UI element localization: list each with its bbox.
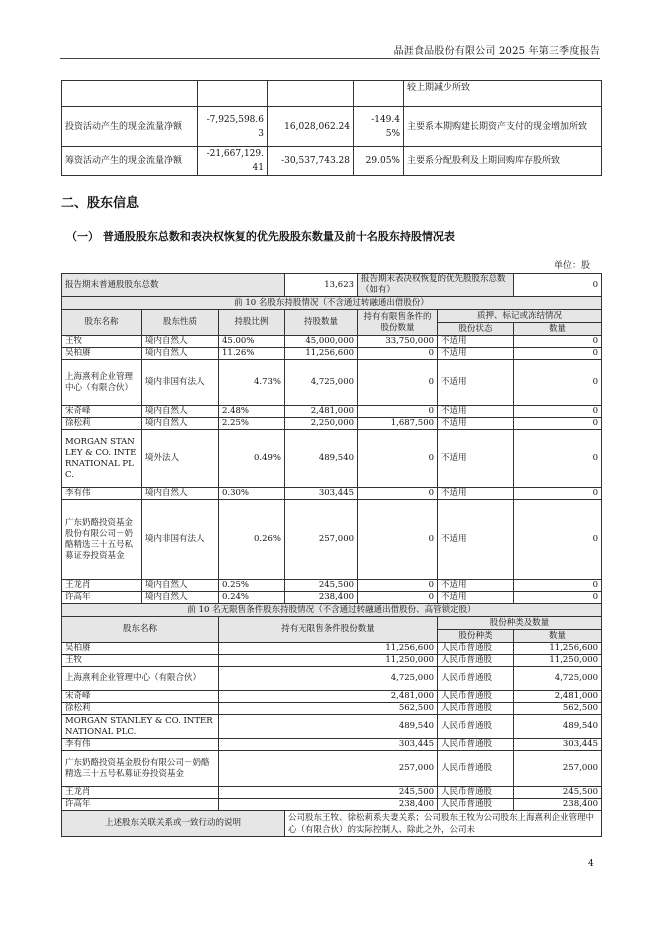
holder-status: 不适用 bbox=[438, 336, 514, 348]
holder-ratio: 45.00% bbox=[219, 336, 285, 348]
cashflow-change bbox=[354, 81, 404, 107]
u-holder-name: 许高年 bbox=[62, 799, 219, 811]
u-holder-type: 人民币普通股 bbox=[438, 643, 514, 655]
table-row bbox=[62, 580, 602, 592]
u-holder-type: 人民币普通股 bbox=[438, 703, 514, 715]
holder-name: 宋奇峰 bbox=[62, 406, 142, 418]
table-row bbox=[62, 715, 602, 739]
cashflow-prior: 16,028,062.24 bbox=[268, 107, 354, 147]
summary-row bbox=[62, 274, 602, 297]
holder-name: 广东奶酪投资基金股份有限公司－奶酪精选三十五号私募证券投资基金 bbox=[62, 500, 142, 580]
table-row bbox=[62, 107, 602, 147]
holder-restricted: 0 bbox=[358, 348, 438, 360]
holder-status: 不适用 bbox=[438, 418, 514, 430]
table-row bbox=[62, 418, 602, 430]
u-holder-shares: 2,481,000 bbox=[219, 691, 438, 703]
cashflow-prior bbox=[268, 81, 354, 107]
holder-quantity: 0 bbox=[514, 418, 602, 430]
holder-nature: 境内自然人 bbox=[142, 348, 219, 360]
table-row bbox=[62, 81, 602, 107]
u-holder-type: 人民币普通股 bbox=[438, 751, 514, 787]
u-holder-shares: 562,500 bbox=[219, 703, 438, 715]
relation-text: 公司股东王牧、徐松莉系夫妻关系；公司股东王牧为公司股东上海熹利企业管理中心（有限合伙）的实际控制人、除此之外，公司未 bbox=[285, 811, 602, 837]
holder-restricted: 0 bbox=[358, 360, 438, 406]
holder-quantity: 0 bbox=[514, 500, 602, 580]
holder-shares: 4,725,000 bbox=[285, 360, 358, 406]
u-holder-shares: 303,445 bbox=[219, 739, 438, 751]
u-col-header-quantity: 数量 bbox=[514, 630, 602, 643]
table-row bbox=[62, 430, 602, 488]
table-row bbox=[62, 787, 602, 799]
table-row bbox=[62, 703, 602, 715]
u-holder-shares: 11,256,600 bbox=[219, 643, 438, 655]
holder-name: 李有伟 bbox=[62, 488, 142, 500]
table-row bbox=[62, 336, 602, 348]
holder-shares: 2,481,000 bbox=[285, 406, 358, 418]
holder-restricted: 0 bbox=[358, 406, 438, 418]
col-header-status: 股份状态 bbox=[438, 323, 514, 336]
cashflow-reason: 主要系分配股利及上期回购库存股所致 bbox=[404, 147, 602, 176]
unrestricted-caption: 前 10 名无限售条件股东持股情况（不含通过转融通出借股份、高管锁定股） bbox=[62, 604, 602, 617]
holder-nature: 境内自然人 bbox=[142, 418, 219, 430]
table-row bbox=[62, 147, 602, 176]
u-holder-type: 人民币普通股 bbox=[438, 655, 514, 667]
table-row bbox=[62, 643, 602, 655]
holder-status: 不适用 bbox=[438, 592, 514, 604]
holder-nature: 境内自然人 bbox=[142, 592, 219, 604]
u-holder-quantity: 238,400 bbox=[514, 799, 602, 811]
u-holder-shares: 489,540 bbox=[219, 715, 438, 739]
holder-ratio: 11.26% bbox=[219, 348, 285, 360]
u-holder-type: 人民币普通股 bbox=[438, 715, 514, 739]
section-title: 二、股东信息 bbox=[61, 196, 140, 211]
u-holder-name: 徐松莉 bbox=[62, 703, 219, 715]
holder-ratio: 0.26% bbox=[219, 500, 285, 580]
table-row bbox=[62, 348, 602, 360]
holder-quantity: 0 bbox=[514, 580, 602, 592]
holder-restricted: 1,687,500 bbox=[358, 418, 438, 430]
u-holder-quantity: 2,481,000 bbox=[514, 691, 602, 703]
header-row bbox=[62, 310, 602, 323]
holder-restricted: 0 bbox=[358, 430, 438, 488]
header-rule bbox=[60, 58, 600, 59]
holder-ratio: 0.30% bbox=[219, 488, 285, 500]
col-header-nature: 股东性质 bbox=[142, 310, 219, 336]
u-holder-shares: 238,400 bbox=[219, 799, 438, 811]
holder-quantity: 0 bbox=[514, 488, 602, 500]
u-holder-name: 吴柏赓 bbox=[62, 643, 219, 655]
table-row bbox=[62, 655, 602, 667]
holder-name: 徐松莉 bbox=[62, 418, 142, 430]
table-row bbox=[62, 488, 602, 500]
cashflow-change: 29.05% bbox=[354, 147, 404, 176]
holder-name: 王牧 bbox=[62, 336, 142, 348]
table-row bbox=[62, 500, 602, 580]
holder-ratio: 0.49% bbox=[219, 430, 285, 488]
page-number: 4 bbox=[588, 859, 594, 869]
preferred-holders-value: 0 bbox=[514, 274, 602, 297]
cashflow-label: 投资活动产生的现金流量净额 bbox=[62, 107, 198, 147]
cashflow-reason: 较上期减少所致 bbox=[404, 81, 602, 107]
holder-status: 不适用 bbox=[438, 500, 514, 580]
holder-ratio: 0.25% bbox=[219, 580, 285, 592]
holder-name: MORGAN STANLEY & CO. INTERNATIONAL PLC. bbox=[62, 430, 142, 488]
caption-row bbox=[62, 604, 602, 617]
table-row bbox=[62, 799, 602, 811]
col-header-name: 股东名称 bbox=[62, 310, 142, 336]
u-holder-shares: 4,725,000 bbox=[219, 667, 438, 691]
holder-shares: 489,540 bbox=[285, 430, 358, 488]
holder-status: 不适用 bbox=[438, 488, 514, 500]
holder-ratio: 4.73% bbox=[219, 360, 285, 406]
table-row bbox=[62, 691, 602, 703]
holder-quantity: 0 bbox=[514, 592, 602, 604]
holder-status: 不适用 bbox=[438, 406, 514, 418]
u-holder-name: 广东奶酪投资基金股份有限公司－奶酪精选三十五号私募证券投资基金 bbox=[62, 751, 219, 787]
u-holder-shares: 245,500 bbox=[219, 787, 438, 799]
holder-quantity: 0 bbox=[514, 348, 602, 360]
col-header-restricted: 持有有限售条件的股份数量 bbox=[358, 310, 438, 336]
u-holder-quantity: 4,725,000 bbox=[514, 667, 602, 691]
holder-nature: 境外法人 bbox=[142, 430, 219, 488]
cashflow-table bbox=[61, 80, 602, 176]
report-header: 晶涯食品股份有限公司 2025 年第三季度报告 bbox=[393, 46, 600, 57]
table-row bbox=[62, 360, 602, 406]
holder-nature: 境内自然人 bbox=[142, 580, 219, 592]
u-holder-quantity: 257,000 bbox=[514, 751, 602, 787]
holder-ratio: 2.25% bbox=[219, 418, 285, 430]
holder-restricted: 0 bbox=[358, 580, 438, 592]
holder-shares: 238,400 bbox=[285, 592, 358, 604]
u-col-header-name: 股东名称 bbox=[62, 617, 219, 643]
section-subtitle: （一） 普通股股东总数和表决权恢复的优先股股东数量及前十名股东持股情况表 bbox=[66, 230, 455, 243]
cashflow-label bbox=[62, 81, 198, 107]
table-row bbox=[62, 667, 602, 691]
shareholder-table bbox=[61, 273, 602, 837]
holder-restricted: 0 bbox=[358, 488, 438, 500]
preferred-holders-label: 报告期末表决权恢复的优先股股东总数（如有） bbox=[358, 274, 514, 297]
cashflow-current bbox=[198, 81, 268, 107]
holder-shares: 2,250,000 bbox=[285, 418, 358, 430]
holder-status: 不适用 bbox=[438, 348, 514, 360]
holder-restricted: 33,750,000 bbox=[358, 336, 438, 348]
holder-shares: 45,000,000 bbox=[285, 336, 358, 348]
col-header-pledge: 质押、标记或冻结情况 bbox=[438, 310, 602, 323]
cashflow-current: -7,925,598.63 bbox=[198, 107, 268, 147]
u-holder-quantity: 562,500 bbox=[514, 703, 602, 715]
u-holder-quantity: 245,500 bbox=[514, 787, 602, 799]
u-holder-quantity: 11,256,600 bbox=[514, 643, 602, 655]
col-header-shares: 持股数量 bbox=[285, 310, 358, 336]
holder-ratio: 0.24% bbox=[219, 592, 285, 604]
holder-nature: 境内非国有法人 bbox=[142, 500, 219, 580]
table-row bbox=[62, 406, 602, 418]
u-holder-name: 上海熹利企业管理中心（有限合伙） bbox=[62, 667, 219, 691]
holder-quantity: 0 bbox=[514, 336, 602, 348]
u-holder-quantity: 303,445 bbox=[514, 739, 602, 751]
holder-quantity: 0 bbox=[514, 360, 602, 406]
holder-quantity: 0 bbox=[514, 430, 602, 488]
cashflow-change: -149.45% bbox=[354, 107, 404, 147]
holder-status: 不适用 bbox=[438, 580, 514, 592]
table-row bbox=[62, 739, 602, 751]
total-holders-label: 报告期末普通股股东总数 bbox=[62, 274, 285, 297]
u-holder-quantity: 489,540 bbox=[514, 715, 602, 739]
u-col-header-type: 股份种类 bbox=[438, 630, 514, 643]
holder-shares: 11,256,600 bbox=[285, 348, 358, 360]
u-holder-type: 人民币普通股 bbox=[438, 739, 514, 751]
holder-ratio: 2.48% bbox=[219, 406, 285, 418]
u-holder-name: MORGAN STANLEY & CO. INTERNATIONAL PLC. bbox=[62, 715, 219, 739]
holder-name: 吴柏赓 bbox=[62, 348, 142, 360]
u-holder-type: 人民币普通股 bbox=[438, 691, 514, 703]
holder-shares: 303,445 bbox=[285, 488, 358, 500]
u-holder-type: 人民币普通股 bbox=[438, 787, 514, 799]
holder-nature: 境内自然人 bbox=[142, 336, 219, 348]
unit-label: 单位：股 bbox=[553, 261, 590, 271]
top10-caption: 前 10 名股东持股情况（不含通过转融通出借股份） bbox=[62, 297, 602, 310]
u-holder-type: 人民币普通股 bbox=[438, 667, 514, 691]
cashflow-label: 筹资活动产生的现金流量净额 bbox=[62, 147, 198, 176]
holder-restricted: 0 bbox=[358, 500, 438, 580]
header-row bbox=[62, 617, 602, 630]
holder-nature: 境内非国有法人 bbox=[142, 360, 219, 406]
holder-nature: 境内自然人 bbox=[142, 406, 219, 418]
relation-row bbox=[62, 811, 602, 837]
u-holder-quantity: 11,250,000 bbox=[514, 655, 602, 667]
u-holder-name: 王牧 bbox=[62, 655, 219, 667]
holder-name: 许高年 bbox=[62, 592, 142, 604]
holder-restricted: 0 bbox=[358, 592, 438, 604]
u-holder-type: 人民币普通股 bbox=[438, 799, 514, 811]
u-holder-name: 宋奇峰 bbox=[62, 691, 219, 703]
u-holder-shares: 257,000 bbox=[219, 751, 438, 787]
cashflow-prior: -30,537,743.28 bbox=[268, 147, 354, 176]
table-row bbox=[62, 592, 602, 604]
u-col-header-shares: 持有无限售条件股份数量 bbox=[219, 617, 438, 643]
total-holders-value: 13,623 bbox=[285, 274, 358, 297]
u-holder-name: 王龙肖 bbox=[62, 787, 219, 799]
u-col-header-type-group: 股份种类及数量 bbox=[438, 617, 602, 630]
col-header-quantity: 数量 bbox=[514, 323, 602, 336]
col-header-ratio: 持股比例 bbox=[219, 310, 285, 336]
u-holder-shares: 11,250,000 bbox=[219, 655, 438, 667]
holder-nature: 境内自然人 bbox=[142, 488, 219, 500]
holder-shares: 245,500 bbox=[285, 580, 358, 592]
holder-shares: 257,000 bbox=[285, 500, 358, 580]
table-row bbox=[62, 751, 602, 787]
cashflow-current: -21,667,129.41 bbox=[198, 147, 268, 176]
caption-row bbox=[62, 297, 602, 310]
holder-name: 上海熹利企业管理中心（有限合伙） bbox=[62, 360, 142, 406]
holder-name: 王龙肖 bbox=[62, 580, 142, 592]
holder-quantity: 0 bbox=[514, 406, 602, 418]
u-holder-name: 李有伟 bbox=[62, 739, 219, 751]
holder-status: 不适用 bbox=[438, 360, 514, 406]
relation-label: 上述股东关联关系或一致行动的说明 bbox=[62, 811, 285, 837]
cashflow-reason: 主要系本期购建长期资产支付的现金增加所致 bbox=[404, 107, 602, 147]
holder-status: 不适用 bbox=[438, 430, 514, 488]
